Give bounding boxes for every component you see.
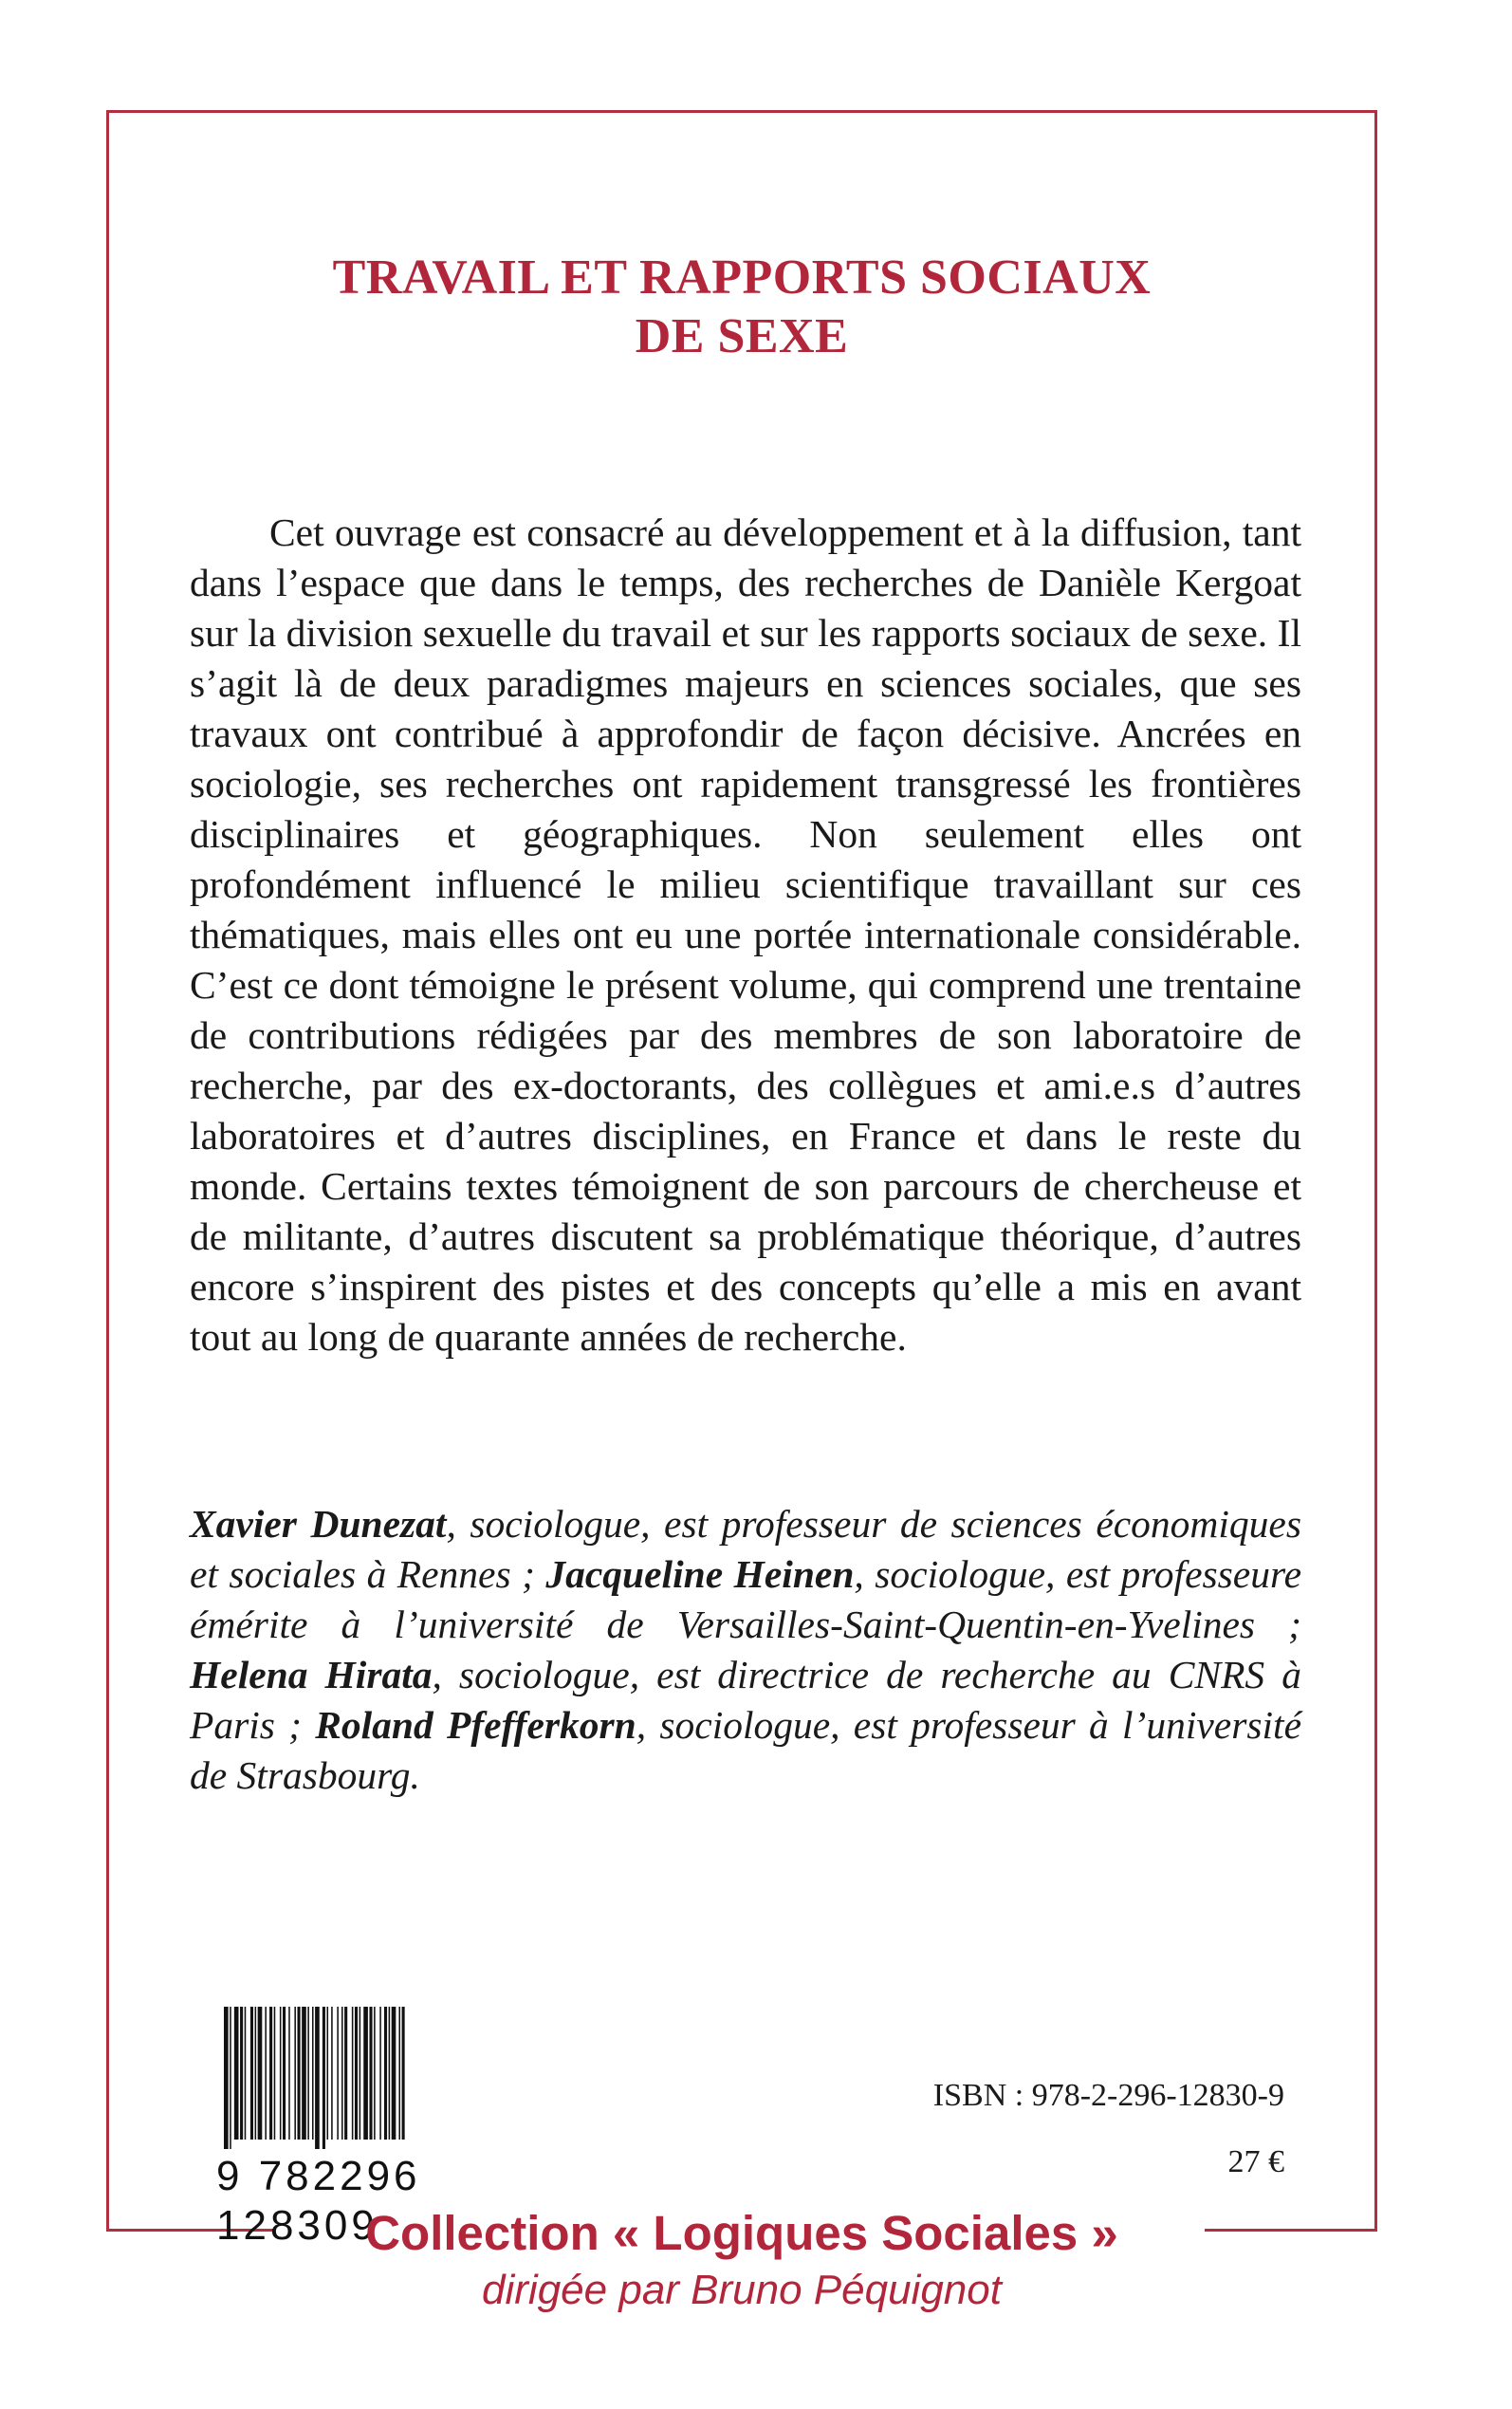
collection-name: Collection « Logiques Sociales » — [365, 2206, 1118, 2260]
author-name-2: Jacqueline Heinen — [545, 1552, 855, 1596]
author-desc-1: , sociologue, est professeur de sciences économiques et sociales à Rennes ; — [190, 1502, 1301, 1596]
isbn: ISBN : 978-2-296-12830-9 — [932, 2078, 1284, 2113]
author-name-1: Xavier Dunezat — [190, 1502, 447, 1546]
back-cover-summary: Cet ouvrage est consacré au développement et à la diffusion, tant dans l’espace que dans le temps, des recherches de Danièle Kergoat sur la division sexuelle du travail et sur les rapports sociaux de sexe. Il s’agit là de deux paradigmes majeurs en sciences sociales, que ses travaux ont contribué à approfondir de façon décisive. Ancrées en sociologie, ses recherches ont rapidement transgressé les frontières disciplinaires et géographiques. Non seulement elles ont profondément influencé le milieu scientifique travaillant sur ces thématiques, mais elles ont eu une portée internationale considérable. C’est ce dont témoigne le présent volume, qui comprend une trentaine de contributions rédigées par des membres de son laboratoire de recherche, par des ex-doctorants, des collègues et ami.e.s d’autres laboratoires et d’autres disciplines, en France et dans le reste du monde. Certains textes témoignent de son parcours de chercheuse et de militante, d’autres discutent sa problématique théorique, d’autres encore s’inspirent des pistes et des concepts qu’elle a mis en avant tout au long de quarante années de recherche. — [190, 510, 1301, 1359]
collection-director: dirigée par Bruno Péquignot — [482, 2267, 1002, 2313]
author-name-4: Roland Pfefferkorn — [315, 1703, 636, 1747]
author-desc-2: , sociologue, est professeure émérite à l’université de Versailles-Saint-Quentin-en-Yvelines ; — [190, 1552, 1302, 1646]
book-title-line-1: TRAVAIL ET RAPPORTS SOCIAUX — [332, 250, 1152, 305]
author-desc-3: , sociologue, est directrice de recherche au CNRS à Paris ; — [190, 1653, 1301, 1747]
author-name-3: Helena Hirata — [190, 1653, 433, 1696]
barcode — [216, 2007, 594, 2149]
authors-bio — [190, 1499, 1301, 1801]
price: 27 € — [1227, 2144, 1284, 2179]
barcode-digits: 9 782296 128309 — [216, 2153, 421, 2249]
book-title-line-2: DE SEXE — [635, 309, 849, 363]
author-desc-4: , sociologue, est professeur à l’université de Strasbourg. — [190, 1703, 1302, 1797]
